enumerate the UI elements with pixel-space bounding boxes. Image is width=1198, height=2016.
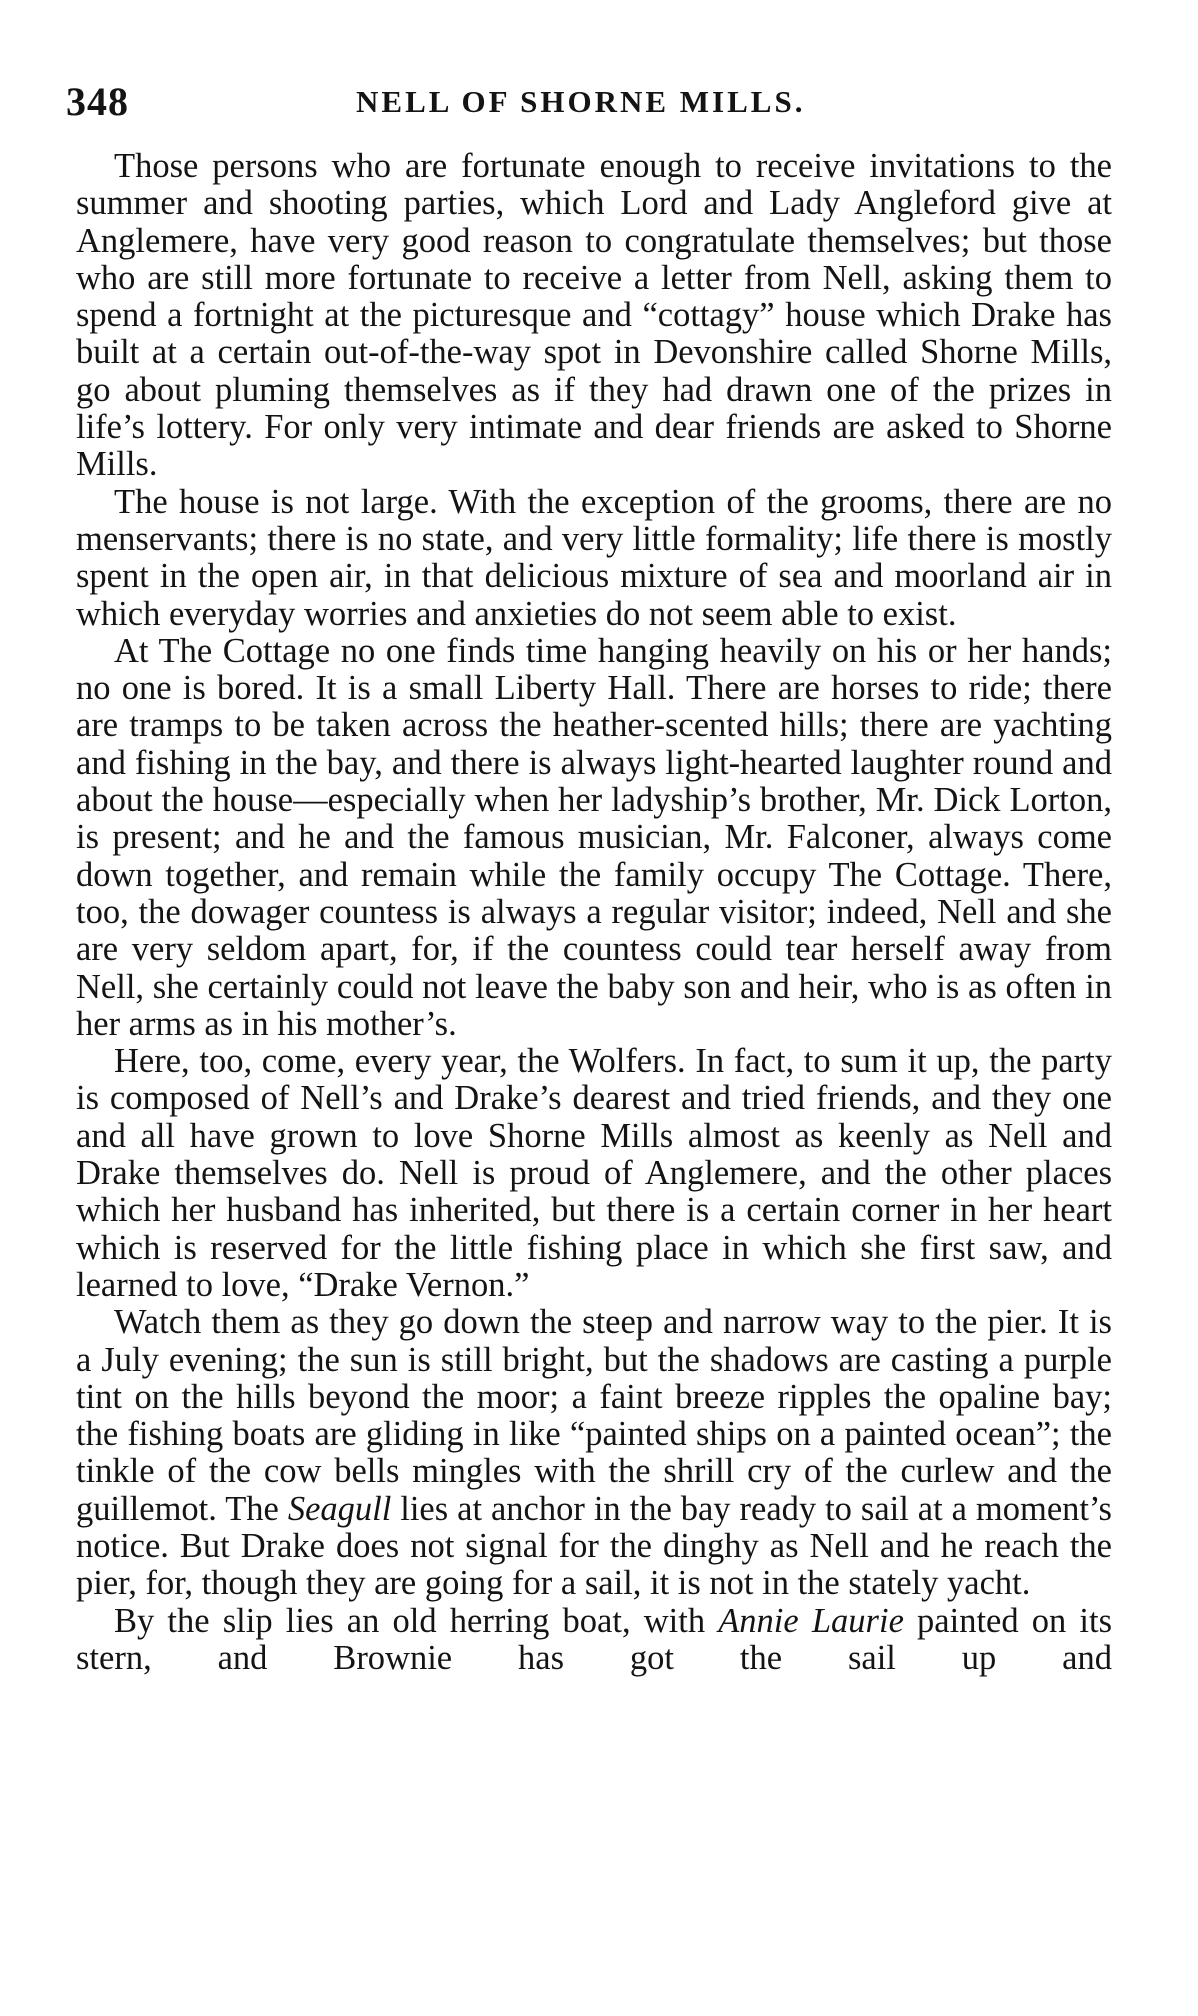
running-title: NELL OF SHORNE MILLS. [356, 84, 806, 119]
boat-name: Annie Laurie [718, 1601, 904, 1640]
paragraph [76, 1304, 1112, 1602]
ship-name: Seagull [287, 1489, 392, 1528]
paragraph-text: painted on its stern, and Brownie has got the sail up and [76, 1601, 1113, 1677]
paragraph: At The Cottage no one finds time hanging heavily on his or her hands; no one is bored. It is a small Liberty Hall. There are horses to ride; there are tramps to be taken across the heather-scented hills; there are yachting and fishing in the bay, and there is always light-hearted laughter round and about the house—especially when her ladyship’s brother, Mr. Dick Lorton, is present; and he and the famous musician, Mr. Falconer, always come down together, and remain while the family occupy The Cottage. There, too, the dowager countess is always a regular visitor; indeed, Nell and she are very seldom apart, for, if the countess could tear herself away from Nell, she certainly could not leave the baby son and heir, who is as often in her arms as in his mother’s. [76, 631, 1112, 1043]
paragraph: Those persons who are fortunate enough to receive invitations to the summer and shooting parties, which Lord and Lady Angleford give at Anglemere, have very good reason to congratulate themselves; but those who are still more fortunate to receive a letter from Nell, asking them to spend a fortnight at the picturesque and “cottagy” house which Drake has built at a certain out-of-the-way spot in Devonshire called Shorne Mills, go about pluming themselves as if they had drawn one of the prizes in life’s lottery. For only very intimate and dear friends are asked to Shorne Mills. [76, 147, 1112, 484]
paragraph-text: By the slip lies an old herring boat, with [114, 1601, 719, 1640]
paragraph: The house is not large. With the exception of the grooms, there are no menservants; there is no state, and very little formality; life there is mostly spent in the open air, in that delicious mixture of sea and moorland air in which everyday worries and anxieties do not seem able to exist. [76, 482, 1112, 633]
paragraph-text: lies at anchor in the bay ready to sail at a moment’s notice. But Drake does not signal for the dinghy as Nell and he reach the pier, for, though they are going for a sail, it is not in the stately yacht. [76, 1489, 1112, 1603]
running-head [66, 78, 1136, 128]
body-text [76, 148, 1112, 1677]
paragraph [76, 1603, 1112, 1678]
paragraph: Here, too, come, every year, the Wolfers. In fact, to sum it up, the party is composed of Nell’s and Drake’s dearest and tried friends, and they one and all have grown to love Shorne Mills almost as keenly as Nell and Drake themselves do. Nell is proud of Anglemere, and the other places which her husband has inherited, but there is a certain corner in her heart which is reserved for the little fishing place in which she first saw, and learned to love, “Drake Vernon.” [76, 1042, 1112, 1304]
page-number: 348 [66, 79, 129, 124]
paragraph-text: Watch them as they go down the steep and narrow way to the pier. It is a July evening; the sun is still bright, but the shadows are casting a purple tint on the hills beyond the moor; a faint breeze ripples the opaline bay; the fishing boats are gliding in like “painted ships on a painted ocean”; the tinkle of the cow bells mingles with the shrill cry of the curlew and the guillemot. The [76, 1303, 1112, 1528]
